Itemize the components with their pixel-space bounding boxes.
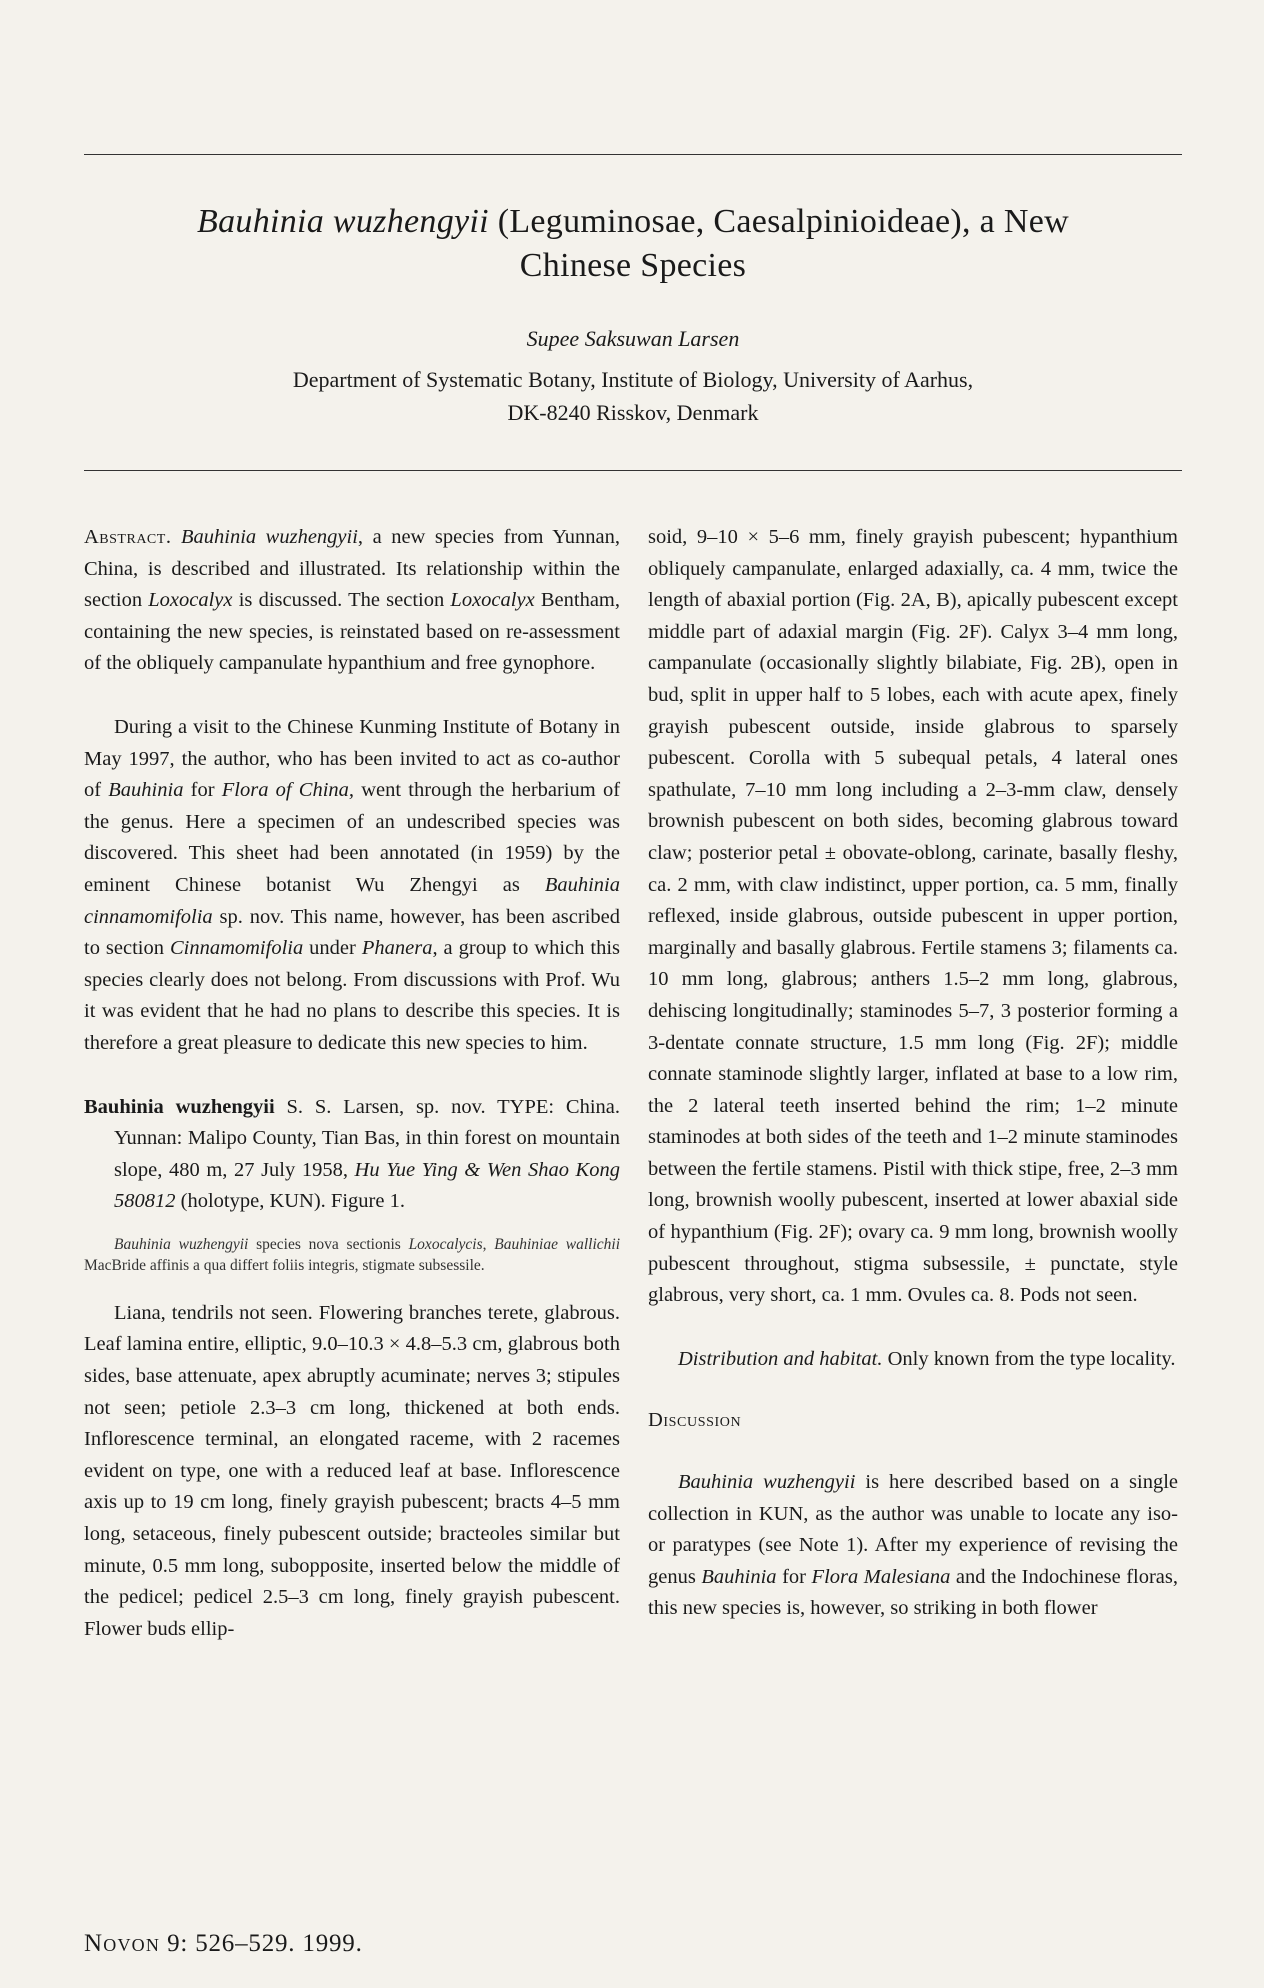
abstract-text-2: is discussed. The section xyxy=(232,589,451,612)
right-column xyxy=(648,522,1178,1625)
intro-text-4: sp. nov. This name, however, has been ascribed to section xyxy=(84,905,620,960)
discussion-flora: Flora Malesiana xyxy=(811,1565,951,1588)
abstract xyxy=(84,522,620,680)
journal-volume-pages: 9: 526–529. 1999. xyxy=(160,1930,363,1957)
intro-flora: Flora of China, xyxy=(221,779,355,802)
intro-text-6: , a group to which this species clearly does not belong. From discussions with Prof. Wu it was evident that he had no plans to describe this species. It is therefore a great pleasure to dedicate this new species to him. xyxy=(84,937,621,1054)
discussion-text-1: is here described based on a single collection in KUN, as the author was unable to locate any iso- or paratypes (see Note 1). After my experience of revising the genus xyxy=(648,1471,1178,1588)
discussion-paragraph xyxy=(648,1467,1178,1625)
type-entry xyxy=(84,1092,620,1218)
latin-text-2: , xyxy=(482,1235,495,1253)
affiliation xyxy=(84,363,1182,429)
intro-text-3: went through the herbarium of the genus. Here a specimen of an undescribed species was discovered. This sheet had been annotated (in 1959) by the eminent Chinese botanist Wu Zhengyi as xyxy=(84,779,621,896)
abstract-text-1: , a new species from Yunnan, China, is described and illustrated. Its relationship within the section xyxy=(84,526,620,612)
intro-species: Bauhinia cinnamomifolia xyxy=(84,873,620,928)
top-rule xyxy=(84,154,1182,155)
article-title xyxy=(84,200,1182,288)
affiliation-line1: Department of Systematic Botany, Institute of Biology, University of Aarhus, xyxy=(292,367,974,392)
distribution-label: Distribution and habitat. xyxy=(678,1347,883,1370)
affiliation-line2: DK-8240 Risskov, Denmark xyxy=(507,400,759,425)
abstract-section-2: Loxocalyx xyxy=(450,589,535,612)
title-line1-rest: (Leguminosae, Caesalpinioideae), a New xyxy=(488,203,1069,240)
type-species-name: Bauhinia wuzhengyii xyxy=(84,1095,275,1118)
journal-name: Novon xyxy=(84,1930,161,1957)
abstract-label: Abstract. xyxy=(84,526,172,548)
intro-text-1: During a visit to the Chinese Kunming Institute of Botany in May 1997, the author, who has been invited to act as co-author of xyxy=(84,715,620,802)
title-line2: Chinese Species xyxy=(519,247,747,284)
title-species-name: Bauhinia wuzhengyii xyxy=(197,203,489,240)
abstract-section-1: Loxocalyx xyxy=(148,589,233,612)
intro-phanera: Phanera xyxy=(361,937,433,960)
discussion-genus: Bauhinia xyxy=(701,1565,777,1588)
discussion-species: Bauhinia wuzhengyii xyxy=(678,1471,856,1494)
description-left: Liana, tendrils not seen. Flowering branches terete, glabrous. Leaf lamina entire, elliptic, 9.0–10.3 × 4.8–5.3 cm, glabrous both sides, base attenuate, apex abruptly acuminate; nerves 3; stipules not seen; petiole 2.3–3 cm long, thickened at both ends. Inflorescence terminal, an elongated raceme, with 2 racemes evident on type, one with a reduced leaf at base. Inflorescence axis up to 19 cm long, finely grayish pubescent; bracts 4–5 mm long, setaceous, finely pubescent outside; bracteoles similar but minute, 0.5 mm long, subopposite, inserted below the middle of the pedicel; pedicel 2.5–3 cm long, finely grayish pubescent. Flower buds ellip- xyxy=(84,1301,620,1640)
intro-section: Cinnamomifolia xyxy=(169,937,304,960)
latin-text-3: MacBride affinis a qua differt foliis integris, stigmate subsessile. xyxy=(84,1256,485,1274)
type-text-2: (holotype, KUN). Figure 1. xyxy=(175,1190,405,1213)
author-name: Supee Saksuwan Larsen xyxy=(526,326,740,351)
latin-related-species: Bauhiniae wallichii xyxy=(494,1235,620,1253)
journal-citation xyxy=(84,1930,363,1958)
latin-diagnosis xyxy=(84,1234,620,1276)
intro-paragraph xyxy=(84,712,620,1060)
distribution-text: Only known from the type locality. xyxy=(882,1347,1176,1370)
discussion-text-3: and the Indochinese floras, this new species is, however, so striking in both flower xyxy=(648,1565,1179,1620)
abstract-species: Bauhinia wuzhengyii xyxy=(180,526,358,548)
abstract-text-3: Bentham, containing the new species, is reinstated based on re-assessment of the obliquely campanulate hypanthium and free gynophore. xyxy=(84,589,620,675)
type-collector: Hu Yue Ying & Wen Shao Kong 580812 xyxy=(114,1158,620,1213)
latin-text-1: species nova sectionis xyxy=(248,1235,409,1253)
latin-section: Loxocalycis xyxy=(408,1235,483,1253)
description-right: soid, 9–10 × 5–6 mm, finely grayish pubescent; hypanthium obliquely campanulate, enlarged adaxially, ca. 4 mm, twice the length of abaxial portion (Fig. 2A, B), apically pubescent except middle part of adaxial margin (Fig. 2F). Calyx 3–4 mm long, campanulate (occasionally slightly bilabiate, Fig. 2B), open in bud, split in upper half to 5 lobes, each with acute apex, finely grayish pubescent outside, inside glabrous to sparsely pubescent. Corolla with 5 subequal petals, 4 lateral ones spathulate, 7–10 mm long including a 2–3-mm claw, densely brownish pubescent on both sides, becoming glabrous toward claw; posterior petal ± obovate-oblong, carinate, basally fleshy, ca. 2 mm, with claw indistinct, upper portion, ca. 5 mm, finally reflexed, inside glabrous, outside pubescent in upper portion, marginally and basally glabrous. Fertile stamens 3; filaments ca. 10 mm long, glabrous; anthers 1.5–2 mm long, glabrous, dehiscing longitudinally; staminodes 5–7, 3 posterior forming a 3-dentate connate structure, 1.5 mm long (Fig. 2F); middle connate staminode slightly larger, inflated at base to a low rim, the 2 lateral teeth inserted behind the rim; 1–2 minute staminodes at both sides of the teeth and 1–2 minute staminodes between the fertile stamens. Pistil with thick stipe, free, 2–3 mm long, brownish woolly pubescent, inserted at lower abaxial side of hypanthium (Fig. 2F); ovary ca. 9 mm long, brownish woolly pubescent throughout, stigma subsessile, ± punctate, style glabrous, very short, ca. 1 mm. Ovules ca. 8. Pods not seen. xyxy=(648,526,1178,1307)
intro-genus: Bauhinia xyxy=(108,779,184,802)
latin-species: Bauhinia wuzhengyii xyxy=(114,1235,249,1253)
intro-text-2: for xyxy=(183,779,222,802)
type-text-1: S. S. Larsen, sp. nov. TYPE: China. Yunnan: Malipo County, Tian Bas, in thin forest on mountain slope, 480 m, 27 July 1958, xyxy=(114,1095,620,1181)
bottom-rule xyxy=(84,470,1182,471)
discussion-heading: Discussion xyxy=(648,1409,742,1432)
intro-text-5: under xyxy=(303,937,362,960)
discussion-text-2: for xyxy=(776,1565,812,1588)
left-column xyxy=(84,522,620,1645)
distribution-paragraph xyxy=(648,1344,1178,1376)
